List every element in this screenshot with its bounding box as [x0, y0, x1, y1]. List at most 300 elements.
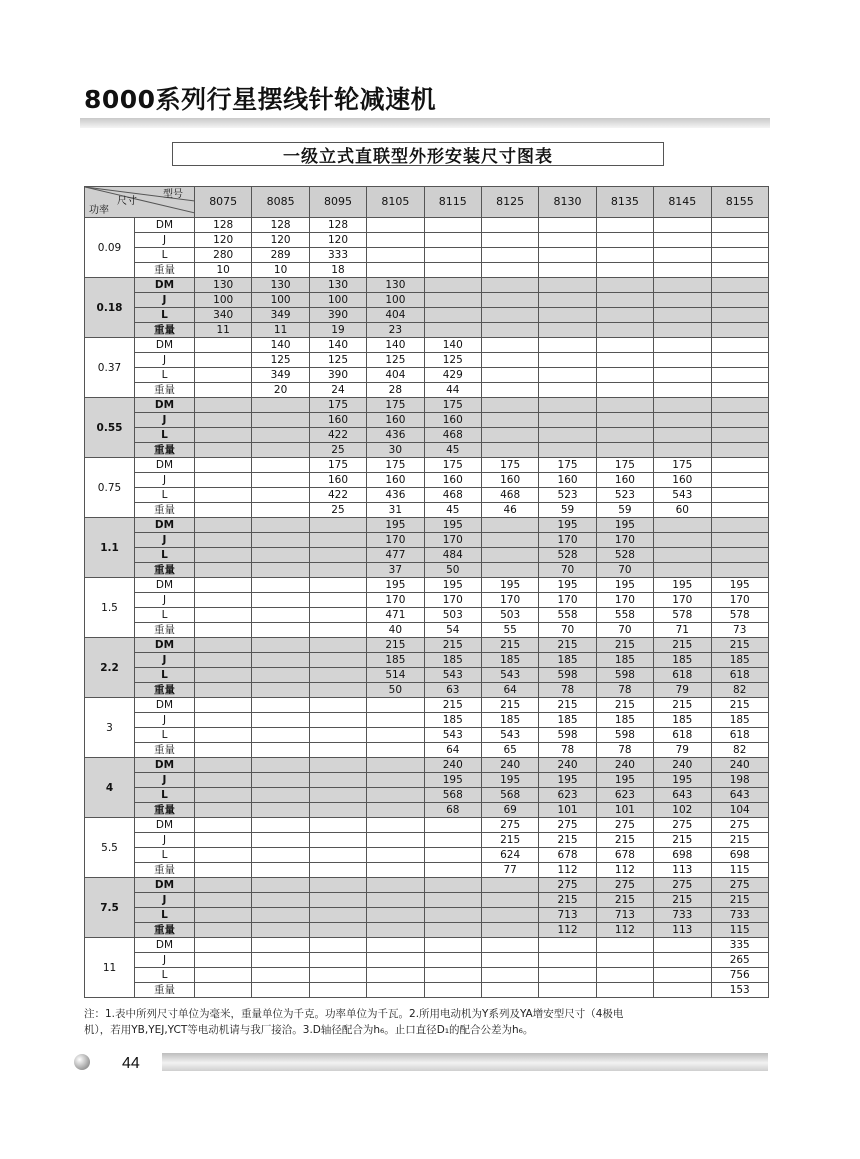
value-cell	[711, 248, 768, 263]
table-row	[85, 653, 769, 668]
value-cell: 10	[252, 263, 309, 278]
value-cell: 195	[424, 773, 481, 788]
value-cell	[654, 233, 711, 248]
footer-rule	[162, 1053, 768, 1071]
value-cell	[309, 833, 366, 848]
value-cell	[195, 503, 252, 518]
value-cell	[654, 353, 711, 368]
value-cell	[367, 743, 424, 758]
value-cell: 240	[539, 758, 596, 773]
value-cell	[252, 968, 309, 983]
value-cell: 643	[711, 788, 768, 803]
value-cell: 170	[539, 593, 596, 608]
value-cell: 215	[539, 638, 596, 653]
value-cell	[539, 293, 596, 308]
value-cell: 69	[481, 803, 538, 818]
dimension-label-cell: 重量	[135, 563, 195, 578]
value-cell	[309, 788, 366, 803]
table-row	[85, 893, 769, 908]
value-cell	[481, 983, 538, 998]
value-cell	[195, 983, 252, 998]
value-cell	[252, 668, 309, 683]
value-cell: 340	[195, 308, 252, 323]
value-cell: 349	[252, 308, 309, 323]
value-cell: 37	[367, 563, 424, 578]
value-cell: 215	[596, 638, 653, 653]
model-header-8130: 8130	[539, 187, 596, 218]
value-cell	[539, 383, 596, 398]
page-number: 44	[122, 1055, 140, 1072]
value-cell	[309, 638, 366, 653]
value-cell	[424, 323, 481, 338]
value-cell	[596, 443, 653, 458]
value-cell: 11	[195, 323, 252, 338]
value-cell: 598	[539, 668, 596, 683]
value-cell: 198	[711, 773, 768, 788]
value-cell	[367, 878, 424, 893]
value-cell: 79	[654, 683, 711, 698]
value-cell: 78	[539, 743, 596, 758]
value-cell	[252, 893, 309, 908]
value-cell: 120	[195, 233, 252, 248]
value-cell	[539, 983, 596, 998]
value-cell: 50	[424, 563, 481, 578]
value-cell: 503	[424, 608, 481, 623]
value-cell: 195	[367, 578, 424, 593]
power-cell: 5.5	[85, 818, 135, 878]
value-cell: 50	[367, 683, 424, 698]
dimension-label-cell: J	[135, 893, 195, 908]
value-cell	[252, 788, 309, 803]
value-cell: 40	[367, 623, 424, 638]
value-cell	[309, 563, 366, 578]
value-cell	[195, 668, 252, 683]
value-cell: 215	[481, 833, 538, 848]
value-cell	[367, 788, 424, 803]
value-cell	[424, 983, 481, 998]
power-cell: 7.5	[85, 878, 135, 938]
value-cell	[195, 428, 252, 443]
value-cell: 70	[596, 623, 653, 638]
power-cell: 4	[85, 758, 135, 818]
value-cell	[539, 398, 596, 413]
value-cell	[596, 413, 653, 428]
value-cell	[252, 608, 309, 623]
corner-dim-label: 尺寸	[117, 196, 137, 207]
value-cell: 73	[711, 623, 768, 638]
value-cell: 23	[367, 323, 424, 338]
value-cell: 185	[711, 713, 768, 728]
value-cell: 113	[654, 863, 711, 878]
value-cell: 175	[424, 398, 481, 413]
table-row	[85, 368, 769, 383]
value-cell: 175	[481, 458, 538, 473]
value-cell: 195	[654, 773, 711, 788]
value-cell	[309, 713, 366, 728]
table-row	[85, 938, 769, 953]
value-cell: 64	[424, 743, 481, 758]
value-cell	[252, 818, 309, 833]
footnotes	[84, 1006, 774, 1038]
value-cell: 623	[539, 788, 596, 803]
value-cell	[654, 293, 711, 308]
power-cell: 0.09	[85, 218, 135, 278]
value-cell: 170	[654, 593, 711, 608]
model-header-8095: 8095	[309, 187, 366, 218]
dimension-label-cell: J	[135, 833, 195, 848]
value-cell: 598	[596, 728, 653, 743]
value-cell	[424, 278, 481, 293]
value-cell	[654, 428, 711, 443]
value-cell	[252, 953, 309, 968]
value-cell	[481, 233, 538, 248]
table-row	[85, 923, 769, 938]
value-cell	[711, 518, 768, 533]
title-rule	[80, 118, 770, 128]
value-cell: 404	[367, 308, 424, 323]
value-cell: 422	[309, 488, 366, 503]
value-cell	[367, 923, 424, 938]
value-cell: 713	[596, 908, 653, 923]
value-cell: 120	[309, 233, 366, 248]
dimension-label-cell: L	[135, 308, 195, 323]
table-row	[85, 473, 769, 488]
value-cell: 678	[539, 848, 596, 863]
value-cell: 618	[654, 728, 711, 743]
value-cell	[539, 368, 596, 383]
value-cell	[309, 683, 366, 698]
value-cell	[195, 368, 252, 383]
value-cell	[596, 968, 653, 983]
value-cell	[195, 908, 252, 923]
value-cell	[596, 218, 653, 233]
value-cell	[252, 518, 309, 533]
value-cell: 175	[539, 458, 596, 473]
value-cell: 60	[654, 503, 711, 518]
value-cell: 215	[481, 698, 538, 713]
value-cell: 698	[711, 848, 768, 863]
value-cell	[711, 353, 768, 368]
value-cell: 215	[654, 833, 711, 848]
value-cell	[195, 533, 252, 548]
dimension-label-cell: DM	[135, 518, 195, 533]
value-cell	[252, 878, 309, 893]
dimension-label-cell: 重量	[135, 743, 195, 758]
value-cell	[481, 218, 538, 233]
value-cell: 112	[596, 863, 653, 878]
value-cell: 115	[711, 923, 768, 938]
table-row	[85, 293, 769, 308]
value-cell: 68	[424, 803, 481, 818]
value-cell	[539, 278, 596, 293]
value-cell	[252, 443, 309, 458]
dimension-label-cell: J	[135, 233, 195, 248]
value-cell: 185	[367, 653, 424, 668]
dimension-label-cell: DM	[135, 938, 195, 953]
value-cell	[252, 458, 309, 473]
value-cell	[195, 473, 252, 488]
value-cell	[481, 908, 538, 923]
value-cell: 125	[252, 353, 309, 368]
value-cell: 70	[596, 563, 653, 578]
value-cell	[309, 863, 366, 878]
value-cell	[252, 533, 309, 548]
footer-ball-icon	[74, 1054, 90, 1070]
dimension-label-cell: L	[135, 728, 195, 743]
value-cell	[367, 803, 424, 818]
dimension-label-cell: J	[135, 713, 195, 728]
value-cell: 280	[195, 248, 252, 263]
value-cell: 185	[539, 713, 596, 728]
value-cell: 195	[539, 518, 596, 533]
value-cell	[481, 878, 538, 893]
dimension-label-cell: 重量	[135, 683, 195, 698]
table-row	[85, 743, 769, 758]
value-cell	[309, 623, 366, 638]
value-cell	[367, 713, 424, 728]
value-cell	[309, 518, 366, 533]
value-cell: 70	[539, 623, 596, 638]
value-cell: 185	[481, 653, 538, 668]
value-cell	[596, 308, 653, 323]
value-cell	[367, 983, 424, 998]
value-cell: 130	[367, 278, 424, 293]
table-row	[85, 218, 769, 233]
value-cell: 436	[367, 488, 424, 503]
value-cell: 713	[539, 908, 596, 923]
value-cell	[711, 218, 768, 233]
dimension-label-cell: 重量	[135, 863, 195, 878]
value-cell	[654, 218, 711, 233]
value-cell	[539, 218, 596, 233]
table-row	[85, 533, 769, 548]
value-cell: 436	[367, 428, 424, 443]
value-cell	[424, 233, 481, 248]
value-cell: 215	[596, 833, 653, 848]
dimension-label-cell: 重量	[135, 383, 195, 398]
value-cell	[195, 788, 252, 803]
value-cell	[195, 683, 252, 698]
value-cell: 175	[367, 458, 424, 473]
value-cell	[195, 833, 252, 848]
table-row	[85, 953, 769, 968]
model-header-8145: 8145	[654, 187, 711, 218]
value-cell: 390	[309, 368, 366, 383]
value-cell	[252, 398, 309, 413]
value-cell: 185	[711, 653, 768, 668]
value-cell: 59	[539, 503, 596, 518]
value-cell	[711, 443, 768, 458]
value-cell	[654, 308, 711, 323]
table-row	[85, 668, 769, 683]
value-cell: 195	[596, 773, 653, 788]
value-cell: 195	[539, 578, 596, 593]
value-cell	[309, 893, 366, 908]
value-cell	[195, 863, 252, 878]
value-cell: 77	[481, 863, 538, 878]
value-cell	[252, 413, 309, 428]
value-cell	[424, 248, 481, 263]
value-cell: 30	[367, 443, 424, 458]
value-cell: 153	[711, 983, 768, 998]
value-cell	[309, 923, 366, 938]
dimension-label-cell: L	[135, 608, 195, 623]
value-cell: 195	[424, 578, 481, 593]
value-cell: 568	[424, 788, 481, 803]
value-cell	[367, 863, 424, 878]
value-cell: 120	[252, 233, 309, 248]
value-cell	[309, 743, 366, 758]
dimension-label-cell: J	[135, 593, 195, 608]
value-cell: 335	[711, 938, 768, 953]
value-cell	[309, 593, 366, 608]
dimension-label-cell: L	[135, 548, 195, 563]
value-cell	[654, 413, 711, 428]
value-cell: 468	[424, 428, 481, 443]
value-cell	[481, 428, 538, 443]
model-header-8135: 8135	[596, 187, 653, 218]
dimension-label-cell: J	[135, 293, 195, 308]
value-cell	[195, 578, 252, 593]
value-cell: 79	[654, 743, 711, 758]
value-cell: 104	[711, 803, 768, 818]
value-cell	[481, 278, 538, 293]
value-cell	[252, 773, 309, 788]
value-cell	[252, 923, 309, 938]
value-cell	[539, 938, 596, 953]
value-cell	[309, 608, 366, 623]
value-cell	[309, 698, 366, 713]
value-cell	[539, 308, 596, 323]
value-cell: 140	[252, 338, 309, 353]
value-cell	[481, 248, 538, 263]
power-cell: 2.2	[85, 638, 135, 698]
value-cell: 265	[711, 953, 768, 968]
value-cell	[654, 533, 711, 548]
value-cell	[596, 398, 653, 413]
dimension-label-cell: 重量	[135, 323, 195, 338]
dimension-table	[84, 186, 769, 998]
value-cell	[654, 443, 711, 458]
value-cell: 215	[424, 638, 481, 653]
value-cell: 10	[195, 263, 252, 278]
value-cell	[195, 848, 252, 863]
value-cell: 215	[539, 833, 596, 848]
value-cell	[654, 983, 711, 998]
value-cell: 11	[252, 323, 309, 338]
value-cell	[309, 728, 366, 743]
value-cell: 756	[711, 968, 768, 983]
model-header-8115: 8115	[424, 187, 481, 218]
value-cell	[481, 383, 538, 398]
dimension-label-cell: L	[135, 368, 195, 383]
table-row	[85, 968, 769, 983]
value-cell	[711, 263, 768, 278]
value-cell	[481, 443, 538, 458]
dimension-label-cell: L	[135, 968, 195, 983]
table-row	[85, 263, 769, 278]
dimension-label-cell: L	[135, 848, 195, 863]
value-cell: 31	[367, 503, 424, 518]
value-cell: 82	[711, 683, 768, 698]
value-cell	[195, 953, 252, 968]
table-row	[85, 278, 769, 293]
value-cell: 112	[539, 923, 596, 938]
value-cell	[309, 848, 366, 863]
value-cell	[309, 818, 366, 833]
value-cell	[252, 548, 309, 563]
value-cell	[711, 233, 768, 248]
value-cell: 568	[481, 788, 538, 803]
value-cell	[654, 368, 711, 383]
value-cell: 215	[596, 893, 653, 908]
value-cell	[711, 473, 768, 488]
table-row	[85, 428, 769, 443]
value-cell: 170	[711, 593, 768, 608]
value-cell	[195, 623, 252, 638]
value-cell	[596, 953, 653, 968]
value-cell: 275	[654, 878, 711, 893]
value-cell	[596, 263, 653, 278]
value-cell	[252, 488, 309, 503]
value-cell: 678	[596, 848, 653, 863]
value-cell: 25	[309, 443, 366, 458]
dimension-label-cell: DM	[135, 458, 195, 473]
value-cell: 543	[481, 728, 538, 743]
table-row	[85, 398, 769, 413]
value-cell: 215	[481, 638, 538, 653]
value-cell	[596, 248, 653, 263]
value-cell: 618	[654, 668, 711, 683]
value-cell: 333	[309, 248, 366, 263]
value-cell: 558	[539, 608, 596, 623]
value-cell: 275	[654, 818, 711, 833]
value-cell	[424, 833, 481, 848]
table-row	[85, 878, 769, 893]
table-row	[85, 683, 769, 698]
value-cell: 160	[654, 473, 711, 488]
value-cell: 128	[252, 218, 309, 233]
table-row	[85, 518, 769, 533]
value-cell: 468	[424, 488, 481, 503]
value-cell	[195, 458, 252, 473]
value-cell: 160	[596, 473, 653, 488]
value-cell: 170	[424, 533, 481, 548]
value-cell	[654, 263, 711, 278]
value-cell: 100	[309, 293, 366, 308]
value-cell	[252, 638, 309, 653]
value-cell	[309, 953, 366, 968]
value-cell	[195, 398, 252, 413]
value-cell: 82	[711, 743, 768, 758]
value-cell: 543	[424, 668, 481, 683]
value-cell	[367, 968, 424, 983]
value-cell	[195, 698, 252, 713]
dimension-label-cell: L	[135, 908, 195, 923]
value-cell: 102	[654, 803, 711, 818]
dimension-label-cell: 重量	[135, 923, 195, 938]
table-row	[85, 338, 769, 353]
dimension-label-cell: L	[135, 488, 195, 503]
value-cell: 170	[539, 533, 596, 548]
power-cell: 0.75	[85, 458, 135, 518]
table-header-row	[85, 187, 769, 218]
value-cell: 390	[309, 308, 366, 323]
value-cell: 275	[711, 878, 768, 893]
value-cell	[367, 248, 424, 263]
value-cell	[195, 818, 252, 833]
table-subtitle: 一级立式直联型外形安装尺寸图表	[172, 142, 664, 166]
